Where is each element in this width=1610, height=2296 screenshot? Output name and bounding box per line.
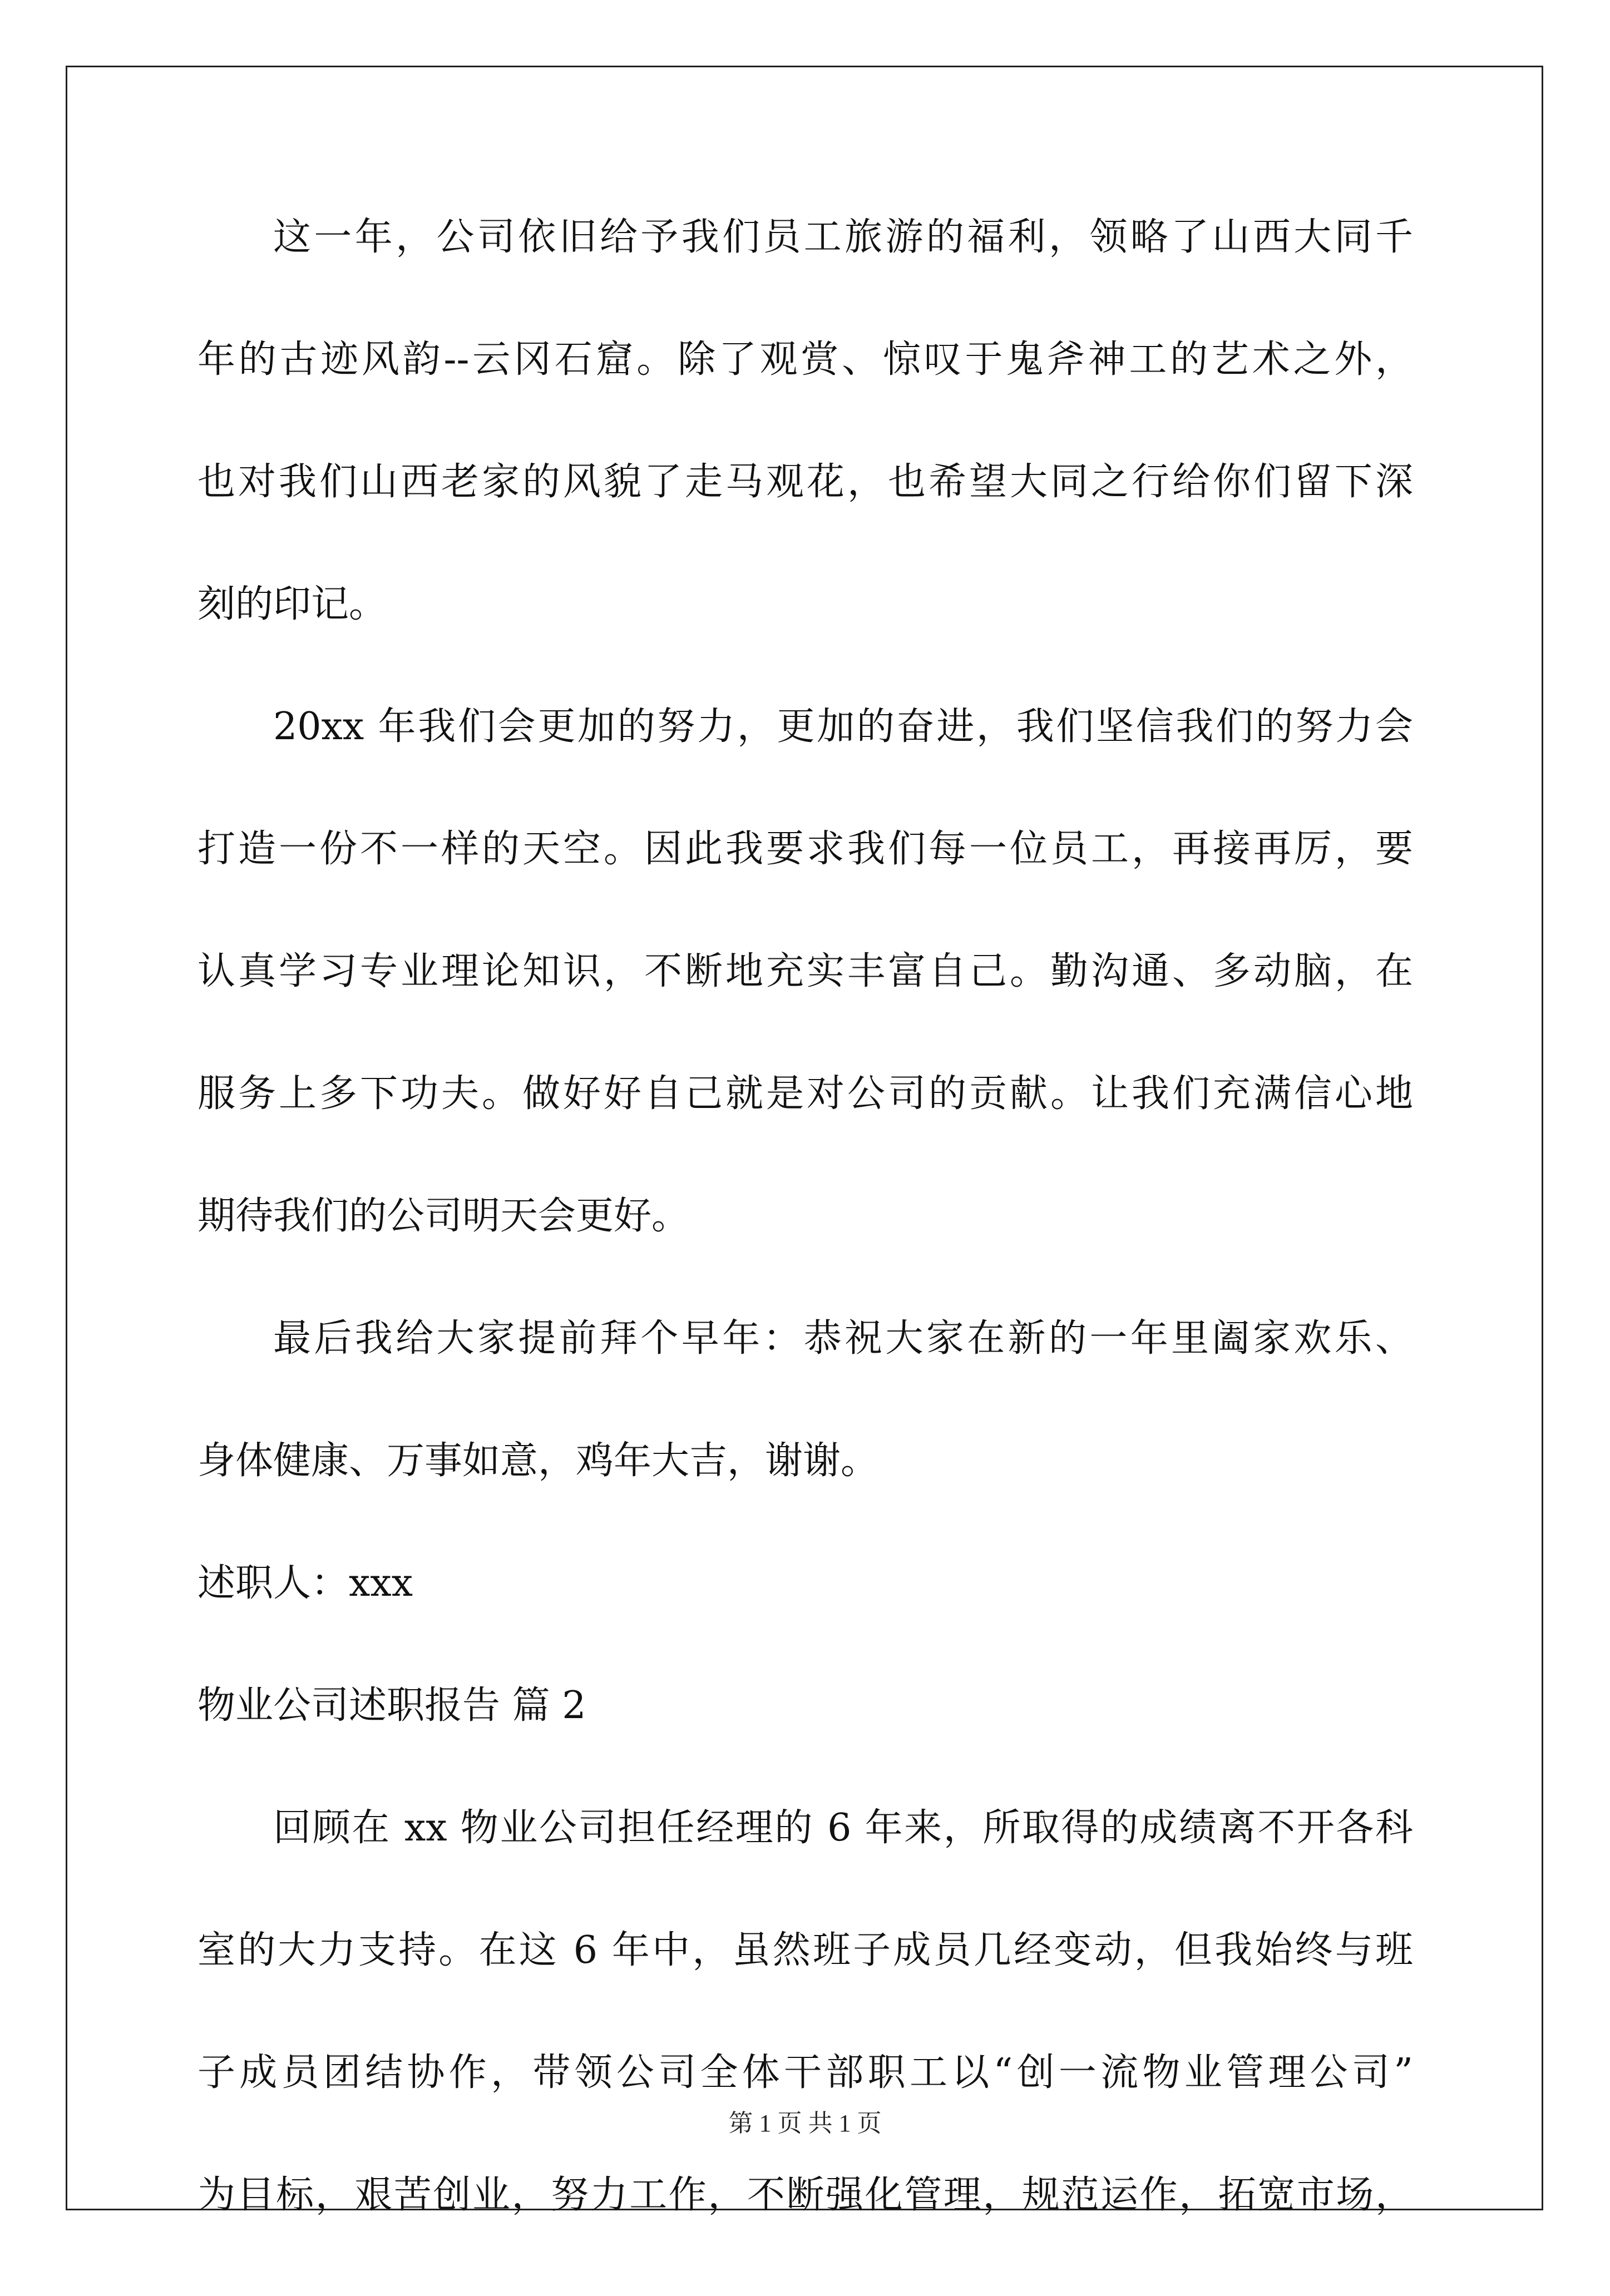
reporter-line: 述职人：xxx	[197, 1561, 413, 1605]
paragraph-line: 期待我们的公司明天会更好。	[197, 1194, 690, 1238]
paragraph-line: 也对我们山西老家的风貌了走马观花，也希望大同之行给你们留下深	[197, 460, 1413, 504]
page-footer: 第 1 页 共 1 页	[728, 2110, 882, 2137]
paragraph-line: 身体健康、万事如意，鸡年大吉，谢谢。	[197, 1439, 879, 1483]
paragraph-line: 20xx 年我们会更加的努力，更加的奋进，我们坚信我们的努力会	[273, 705, 1413, 749]
paragraph-line: 最后我给大家提前拜个早年：恭祝大家在新的一年里阖家欢乐、	[273, 1317, 1413, 1360]
paragraph-line: 室的大力支持。在这 6 年中，虽然班子成员几经变动，但我始终与班	[197, 1928, 1413, 1972]
document-body	[197, 216, 1413, 2296]
paragraph-line: 这一年，公司依旧给予我们员工旅游的福利，领略了山西大同千	[273, 215, 1413, 259]
paragraph-line: 年的古迹风韵--云冈石窟。除了观赏、惊叹于鬼斧神工的艺术之外，	[197, 338, 1413, 382]
paragraph-line: 认真学习专业理论知识，不断地充实丰富自己。勤沟通、多动脑，在	[197, 949, 1413, 993]
paragraph-line: 回顾在 xx 物业公司担任经理的 6 年来，所取得的成绩离不开各科	[273, 1806, 1413, 1850]
paragraph-line: 服务上多下功夫。做好好自己就是对公司的贡献。让我们充满信心地	[197, 1072, 1413, 1116]
paragraph-line: 刻的印记。	[197, 582, 387, 626]
paragraph-line: 打造一份不一样的天空。因此我要求我们每一位员工，再接再厉，要	[197, 827, 1413, 871]
paragraph-line: 为目标，艰苦创业，努力工作，不断强化管理，规范运作，拓宽市场，	[197, 2173, 1413, 2217]
section-heading: 物业公司述职报告 篇 2	[197, 1684, 586, 1728]
paragraph-line: 子成员团结协作，带领公司全体干部职工以“创一流物业管理公司”	[197, 2051, 1413, 2095]
